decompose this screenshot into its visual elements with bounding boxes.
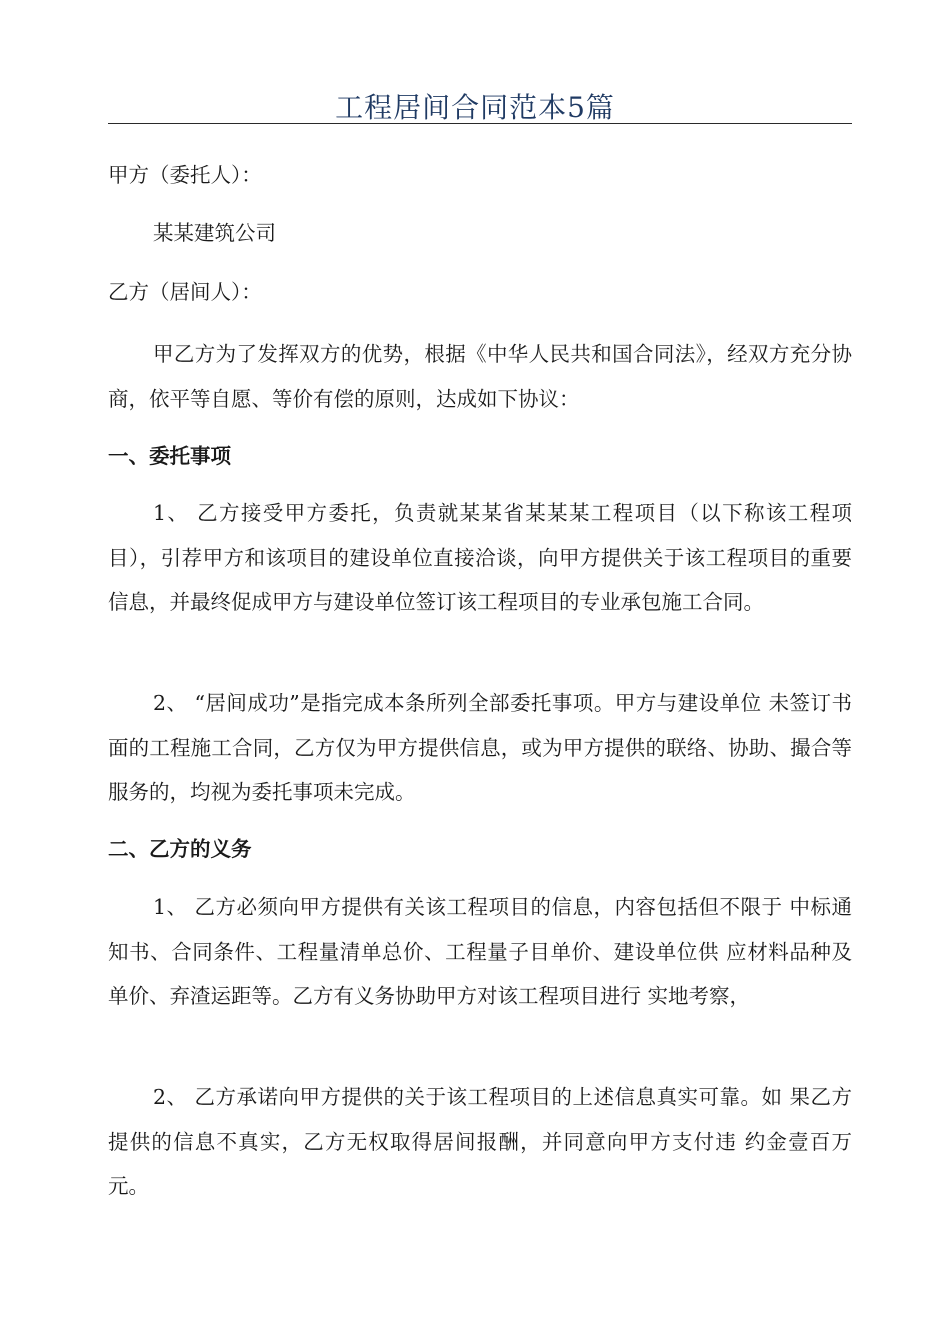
document-title: 工程居间合同范本5篇 bbox=[335, 91, 615, 124]
title-underline bbox=[108, 123, 852, 124]
section-2-heading: 二、乙方的义务 bbox=[108, 837, 252, 861]
party-a-label: 甲方（委托人）： bbox=[108, 163, 262, 187]
section-2-item-1: 1、 乙方必须向甲方提供有关该工程项目的信息，内容包括但不限于 中标通知书、合同条件、工程量清单总价、工程量子目单价、建设单位供 应材料品种及单价、弃渣运距等。乙方有义务协助甲方对该工程项目进行 实地考察， bbox=[108, 895, 852, 1008]
party-b-label: 乙方（居间人）： bbox=[108, 280, 262, 304]
section-1-heading: 一、委托事项 bbox=[108, 444, 231, 468]
intro-paragraph: 甲乙方为了发挥双方的优势，根据《中华人民共和国合同法》，经双方充分协商，依平等自愿、等价有偿的原则，达成如下协议： bbox=[108, 342, 852, 411]
party-a-name: 某某建筑公司 bbox=[153, 221, 276, 245]
section-2-item-2: 2、 乙方承诺向甲方提供的关于该工程项目的上述信息真实可靠。如 果乙方提供的信息不真实，乙方无权取得居间报酬，并同意向甲方支付违 约金壹百万元。 bbox=[108, 1085, 852, 1198]
section-1-item-2: 2、 “居间成功”是指完成本条所列全部委托事项。甲方与建设单位 未签订书面的工程施工合同，乙方仅为甲方提供信息，或为甲方提供的联络、协助、撮合等服务的，均视为委托事项未完成。 bbox=[108, 691, 852, 804]
section-1-item-1: 1、 乙方接受甲方委托，负责就某某省某某某工程项目（以下称该工程项目），引荐甲方和该项目的建设单位直接洽谈，向甲方提供关于该工程项目的重要信息，并最终促成甲方与建设单位签订该工程项目的专业承包施工合同。 bbox=[108, 501, 852, 614]
